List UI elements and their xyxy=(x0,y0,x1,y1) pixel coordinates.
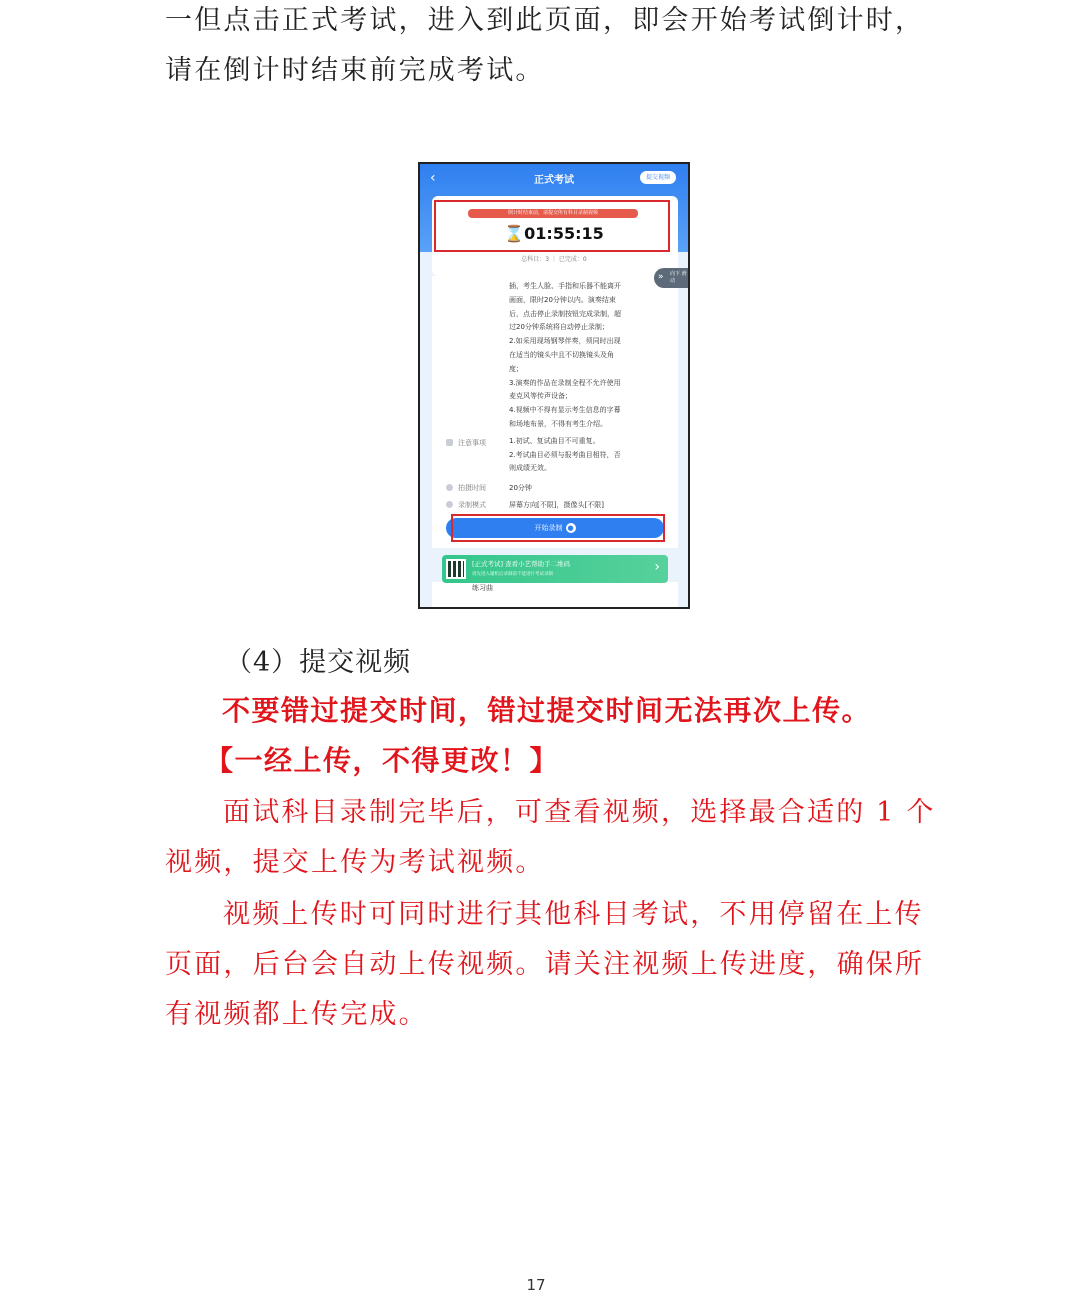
instruction-line: 2.如采用现场钢琴伴奏，须同时出现 xyxy=(509,337,621,346)
notes-label: 注意事项 xyxy=(458,439,486,447)
instruction-line: 插，考生人脸、手指和乐器不能离开 xyxy=(509,282,621,290)
instruction-line: 在适当的镜头中且不切换镜头及角 xyxy=(509,350,614,359)
camera-icon xyxy=(446,501,453,508)
countdown-badge: 倒计时结束前，请提交所有科目录制视频 xyxy=(468,209,638,218)
submit-video-button: 提交视频 xyxy=(640,171,676,184)
clock-icon xyxy=(446,484,453,491)
phone-title: 正式考试 xyxy=(534,175,574,186)
para2-line-3: 有视频都上传完成。 xyxy=(165,999,428,1030)
intro-paragraph xyxy=(165,0,925,96)
no-change-warning: 【一经上传，不得更改！】 xyxy=(205,744,560,777)
instructions-text xyxy=(509,280,669,476)
instruction-line: 过20分钟系统将自动停止录制； xyxy=(509,323,609,332)
chevrons-down-icon: » xyxy=(658,272,664,282)
countdown-timer: ⌛01:55:15 xyxy=(504,224,604,243)
instruction-line: 后，点击停止录制按钮完成录制，超 xyxy=(509,309,621,318)
select-video-paragraph xyxy=(165,788,936,888)
intro-line-2: 请在倒计时结束前完成考试。 xyxy=(165,55,545,86)
phone-bottom-area xyxy=(432,582,678,608)
qr-code-icon xyxy=(446,559,466,579)
mode-value: 屏幕方向[不限]，摄像头[不限] xyxy=(509,501,604,509)
chevron-right-icon: › xyxy=(654,559,660,575)
qr-banner xyxy=(442,555,668,583)
banner-subtitle: 请先进入辅机后录制前不能进行考试录制 xyxy=(472,572,553,577)
record-icon: ● xyxy=(567,524,574,532)
section-heading: （4）提交视频 xyxy=(225,647,412,678)
start-recording-label: 开始录制 xyxy=(534,524,563,532)
subject-stats: 总科目：3 ｜ 已完成：0 xyxy=(521,256,587,263)
bottom-tab-label: 练习曲 xyxy=(472,584,493,592)
note-line: 2.考试曲目必须与报考曲目相符，否 xyxy=(509,450,621,459)
upload-progress-paragraph xyxy=(165,890,925,1040)
scroll-down-label: 向下 滑动 xyxy=(670,271,687,284)
mode-label: 录制模式 xyxy=(458,501,486,509)
instruction-line: 度； xyxy=(509,364,523,373)
intro-line-1: 一但点击正式考试，进入到此页面，即会开始考试倒计时， xyxy=(165,5,925,36)
record-highlight-box xyxy=(451,514,665,542)
para2-line-2: 页面，后台会自动上传视频。请关注视频上传进度，确保所 xyxy=(165,949,925,980)
para1-line-2: 视频，提交上传为考试视频。 xyxy=(165,847,545,878)
notes-icon xyxy=(446,439,453,446)
chevron-left-icon: ‹ xyxy=(430,170,436,186)
page-number: 17 xyxy=(526,1276,546,1294)
instruction-line: 3.演奏的作品在录制全程不允许使用 xyxy=(509,378,621,387)
para2-line-1: 视频上传时可同时进行其他科目考试，不用停留在上传 xyxy=(223,899,924,930)
instruction-line: 画面，限时20分钟以内。演奏结束 xyxy=(509,295,616,304)
instruction-line: 4.视频中不得有显示考生信息的字幕 xyxy=(509,406,621,415)
time-value: 20分钟 xyxy=(509,484,532,492)
banner-title: [正式考试] 查看小艺帮助手二维码 xyxy=(472,560,571,568)
timer-highlight-box xyxy=(434,200,670,252)
time-label: 拍摄时间 xyxy=(458,484,486,492)
para1-line-1: 面试科目录制完毕后，可查看视频，选择最合适的 1 个 xyxy=(223,797,936,828)
deadline-warning: 不要错过提交时间，错过提交时间无法再次上传。 xyxy=(222,694,872,727)
instruction-line: 麦克风等传声设备； xyxy=(509,392,572,401)
note-line: 1.初试、复试曲目不可重复。 xyxy=(509,436,600,445)
exam-phone-screenshot xyxy=(418,162,690,609)
instruction-line: 和场地布景，不得有考生介绍。 xyxy=(509,419,607,428)
mode-label-row xyxy=(446,500,486,510)
note-line: 则成绩无效。 xyxy=(509,464,551,473)
time-label-row xyxy=(446,483,486,493)
notes-label-row xyxy=(446,438,486,448)
